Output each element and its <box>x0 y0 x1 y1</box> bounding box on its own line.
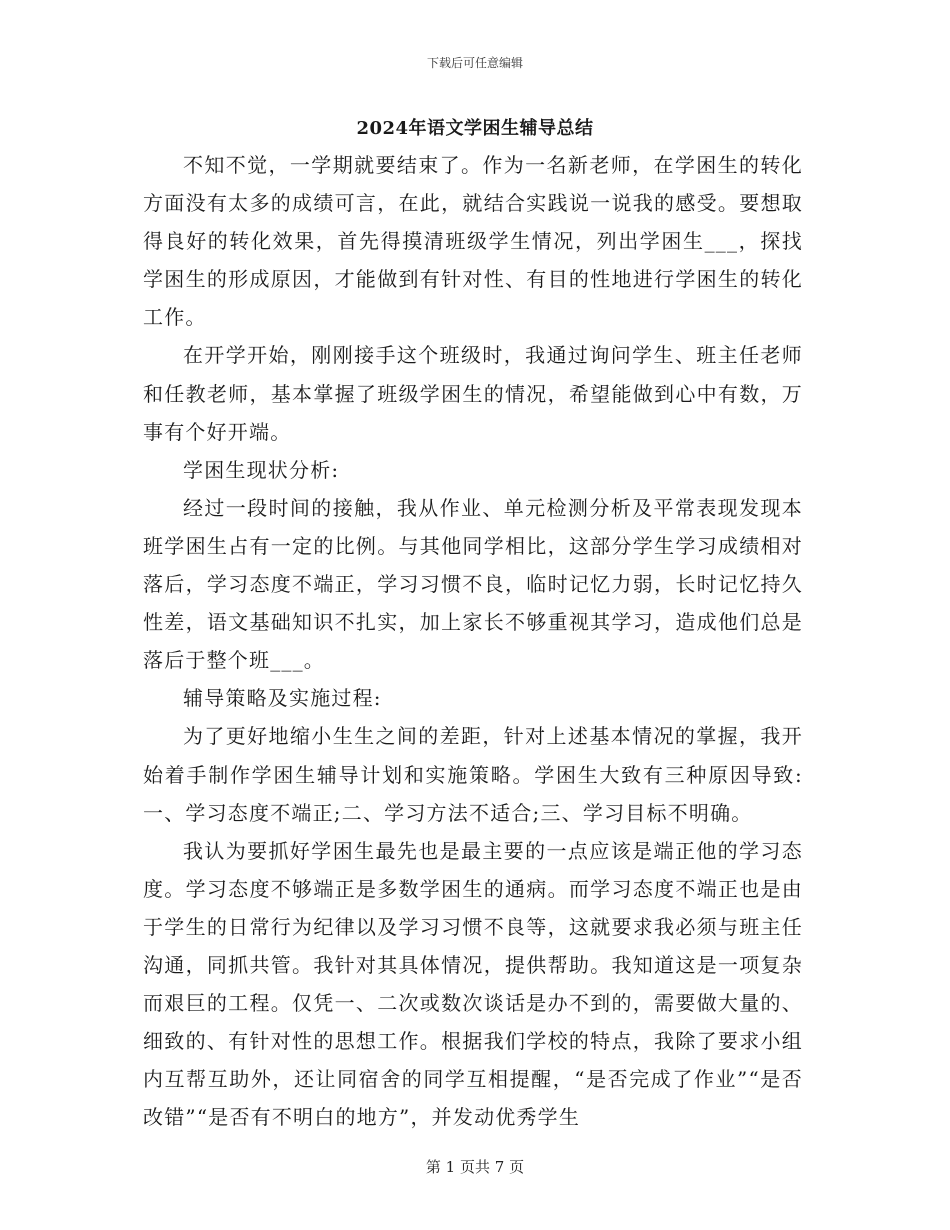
paragraph-strategy: 为了更好地缩小生生之间的差距，针对上述基本情况的掌握，我开始着手制作学困生辅导计划和实施策略。学困生大致有三种原因导致:一、学习态度不端正;二、学习方法不适合;三、学习目标不明确。 <box>143 724 803 825</box>
header-note: 下载后可任意编辑 <box>426 56 523 70</box>
document-body <box>143 146 803 1136</box>
page-number: 第 1 页共 7 页 <box>425 1158 525 1176</box>
paragraph-analysis: 经过一段时间的接触，我从作业、单元检测分析及平常表现发现本班学困生占有一定的比例。与其他同学相比，这部分学生学习成绩相对落后，学习态度不端正，学习习惯不良，临时记忆力弱，长时记忆持久性差，语文基础知识不扎实，加上家长不够重视其学习，造成他们总是落后于整个班___。 <box>143 495 803 673</box>
section-heading-strategy: 辅导策略及实施过程: <box>183 686 382 711</box>
paragraph-start-of-term: 在开学开始，刚刚接手这个班级时，我通过询问学生、班主任老师和任教老师，基本掌握了班级学困生的情况，希望能做到心中有数，万事有个好开端。 <box>143 343 803 444</box>
section-heading-analysis: 学困生现状分析: <box>183 457 340 482</box>
paragraph-attitude: 我认为要抓好学困生最先也是最主要的一点应该是端正他的学习态度。学习态度不够端正是多数学困生的通病。而学习态度不端正也是由于学生的日常行为纪律以及学习习惯不良等，这就要求我必须与班主任沟通，同抓共管。我针对其具体情况，提供帮助。我知道这是一项复杂而艰巨的工程。仅凭一、二次或数次谈话是办不到的，需要做大量的、细致的、有针对性的思想工作。根据我们学校的特点，我除了要求小组内互帮互助外，还让同宿舍的同学互相提醒，“是否完成了作业”“是否改错”“是否有不明白的地方”，并发动优秀学生 <box>143 838 803 1130</box>
page-title: 2024年语文学困生辅导总结 <box>356 118 594 139</box>
paragraph-intro: 不知不觉，一学期就要结束了。作为一名新老师，在学困生的转化方面没有太多的成绩可言，在此，就结合实践说一说我的感受。要想取得良好的转化效果，首先得摸清班级学生情况，列出学困生___，探找学困生的形成原因，才能做到有针对性、有目的性地进行学困生的转化工作。 <box>143 153 803 330</box>
